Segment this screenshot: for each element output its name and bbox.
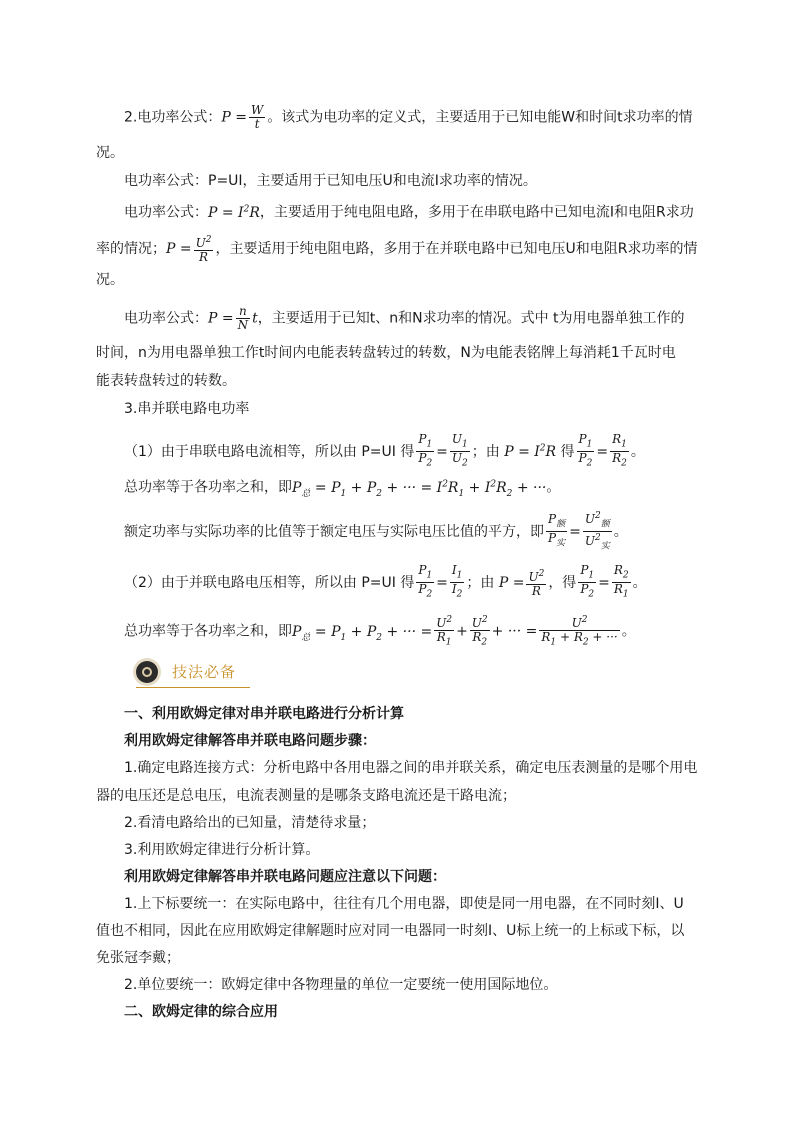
text: ，主要适用于纯电阻电路，多用于在串联电路中已知电流I和电阻R求功 bbox=[259, 204, 694, 221]
fraction: $U^2_额$ $U^2_实$ bbox=[584, 511, 610, 552]
fraction: $\frac{P_1}{P_2}$ bbox=[578, 432, 593, 469]
heading-ohm-series-parallel: 一、利用欧姆定律对串并联电路进行分析计算 bbox=[124, 706, 404, 722]
text-line: 2.单位要统一：欧姆定律中各物理量的单位一定要统一使用国际地位。 bbox=[124, 977, 558, 993]
text: 率的情况； bbox=[96, 241, 166, 257]
text: ，得 bbox=[548, 574, 577, 591]
text-line bbox=[124, 305, 685, 332]
text: 。 bbox=[613, 523, 628, 540]
formula-u2r: P = bbox=[166, 241, 192, 257]
fraction: $\frac{U^2}{R_1}$ bbox=[436, 615, 453, 648]
fraction: $\frac{U^2}{R}$ bbox=[195, 235, 212, 264]
text: 。 bbox=[621, 623, 636, 640]
text-line: 时间，n为用电器单独工作t时间内电能表转盘转过的转数，N为电能表铭牌上每消耗1千瓦时电 bbox=[96, 345, 676, 361]
text: 2.电功率公式： bbox=[124, 109, 222, 126]
text-line: 免张冠李戴； bbox=[96, 950, 180, 966]
text: （2）由于并联电路电压相等，所以由 P=UI 得 bbox=[124, 574, 415, 591]
text: 。 bbox=[630, 443, 645, 460]
subheading-steps: 利用欧姆定律解答串并联电路问题步骤： bbox=[124, 733, 376, 749]
text: 。 bbox=[546, 479, 561, 496]
formula-i2r: $P = I^2R$ bbox=[499, 443, 561, 460]
text: 总功率等于各功率之和，即 bbox=[124, 623, 292, 640]
text-line: 1.上下标要统一：在实际电路中，往往有几个用电器，即使是同一用电器，在不同时刻I、U bbox=[124, 896, 684, 912]
fraction: $\frac{I_1}{I_2}$ bbox=[451, 563, 463, 600]
fraction: $\frac{n}{N}$ bbox=[237, 304, 249, 332]
heading-ohm-application: 二、欧姆定律的综合应用 bbox=[124, 1004, 278, 1020]
section-heading bbox=[136, 659, 250, 689]
formula-energy-meter: P = bbox=[208, 310, 234, 327]
text-line: 器的电压还是总电压，电流表测量的是哪条支路电流还是干路电流； bbox=[96, 788, 516, 804]
text: 总功率等于各功率之和，即 bbox=[124, 479, 292, 496]
text: ；由 bbox=[466, 574, 495, 591]
text-line bbox=[124, 199, 694, 223]
fraction: $\frac{U_1}{U_2}$ bbox=[451, 432, 468, 469]
fraction: $P_额$ $P_实$ bbox=[548, 512, 566, 549]
text-line: 总功率等于各功率之和，即$P_总 = P_1 + P_2$ + ··· = $\frac{U^2}{R_1}$ + $\frac{U^2}{R_2}$ + ··· = $\frac{U^2}{R_1 + R_2 + \cdot\cdot\cdot}$ 。 bbox=[124, 615, 636, 648]
subheading-notes: 利用欧姆定律解答串并联电路问题应注意以下问题： bbox=[124, 869, 446, 885]
fraction: $\frac{P_1}{P_2}$ bbox=[580, 563, 595, 600]
fraction: $\frac{R_2}{R_1}$ bbox=[613, 563, 629, 600]
text-line: 值也不相同，因此在应用欧姆定律解题时应对同一电器同一时刻I、U标上统一的上标或下标，以 bbox=[96, 923, 685, 939]
text-line: 2.看清电路给出的已知量，清楚待求量； bbox=[124, 815, 376, 831]
fraction: $\frac{U^2}{R_1 + R_2 + \cdot\cdot\cdot}$ bbox=[541, 615, 618, 648]
text: 。 bbox=[632, 574, 647, 591]
section-heading-underline bbox=[136, 687, 250, 688]
text: ，主要适用于已知t、n和N求功率的情况。式中 t为用电器单独工作的 bbox=[257, 310, 685, 327]
fraction: $\frac{P_1}{P_2}$ bbox=[418, 432, 433, 469]
text-line: （2）由于并联电路电压相等，所以由 P=UI 得 $\frac{P_1}{P_2}$ = $\frac{I_1}{I_2}$ ；由 P = $\frac{U^2}{R}$ ，得 $\frac{P_1}{P_2}$ = $\frac{R_2}{R_1}$ 。 bbox=[124, 563, 647, 600]
text: 额定功率与实际功率的比值等于额定电压与实际电压比值的平方，即 bbox=[124, 523, 544, 540]
text-line: 况。 bbox=[96, 145, 124, 161]
text-line: 况。 bbox=[96, 272, 124, 288]
fraction: $\frac{W}{t}$ bbox=[250, 103, 264, 131]
text: 。该式为电功率的定义式，主要适用于已知电能W和时间t求功率的情 bbox=[267, 109, 693, 126]
text-line: 1.确定电路连接方式：分析电路中各用电器之间的串并联关系，确定电压表测量的是哪个用电 bbox=[124, 760, 698, 776]
text-line bbox=[96, 234, 697, 264]
text-line: 3.串并联电路电功率 bbox=[124, 401, 250, 417]
fraction: $\frac{U^2}{R}$ bbox=[528, 568, 545, 598]
fraction: $\frac{U^2}{R_2}$ bbox=[471, 615, 488, 648]
text: 电功率公式： bbox=[124, 310, 208, 327]
formula-power-definition: P = bbox=[221, 109, 247, 126]
text: （1）由于串联电路电流相等，所以由 P=UI 得 bbox=[124, 443, 415, 460]
text: ；由 bbox=[471, 443, 500, 460]
fraction: $\frac{R_1}{R_2}$ bbox=[612, 432, 627, 469]
text: 电功率公式： bbox=[124, 204, 208, 221]
text-line: （1）由于串联电路电流相等，所以由 P=UI 得 $\frac{P_1}{P_2}$ = $\frac{U_1}{U_2}$ ；由 $P = I^2R$ 得 $\frac{P_1}{P_2}$ = $\frac{R_1}{R_2}$ 。 bbox=[124, 432, 645, 469]
formula-parallel-total: $P_总 = P_1 + P_2$ + ··· = bbox=[292, 623, 433, 643]
section-heading-label: 技法必备 bbox=[172, 663, 237, 681]
text: 得 bbox=[560, 443, 575, 460]
formula-series-total: $P_总 = P_1 + P_2$ + ··· = $I^2R_1 + I^2R_2$ + ··· bbox=[292, 479, 547, 499]
section-marker-icon bbox=[136, 661, 158, 683]
formula-u2r: P = bbox=[494, 574, 525, 591]
variable-t: t bbox=[252, 310, 258, 327]
text-line: 额定功率与实际功率的比值等于额定电压与实际电压比值的平方，即 $P_额$ $P_实$ = $U^2_额$ $U^2_实$ 。 bbox=[124, 511, 628, 552]
text: ，主要适用于纯电阻电路，多用于在并联电路中已知电压U和电阻R求功率的情 bbox=[215, 241, 698, 257]
formula-i2r: $P = I^2R$ bbox=[208, 204, 260, 221]
fraction: $\frac{P_1}{P_2}$ bbox=[418, 563, 433, 600]
text-line bbox=[124, 474, 560, 503]
text-line: 3.利用欧姆定律进行分析计算。 bbox=[124, 842, 320, 858]
text-line bbox=[124, 104, 693, 131]
text-line: 电功率公式：P=UI，主要适用于已知电压U和电流I求功率的情况。 bbox=[124, 173, 537, 189]
text-line: 能表转盘转过的转数。 bbox=[96, 373, 236, 389]
